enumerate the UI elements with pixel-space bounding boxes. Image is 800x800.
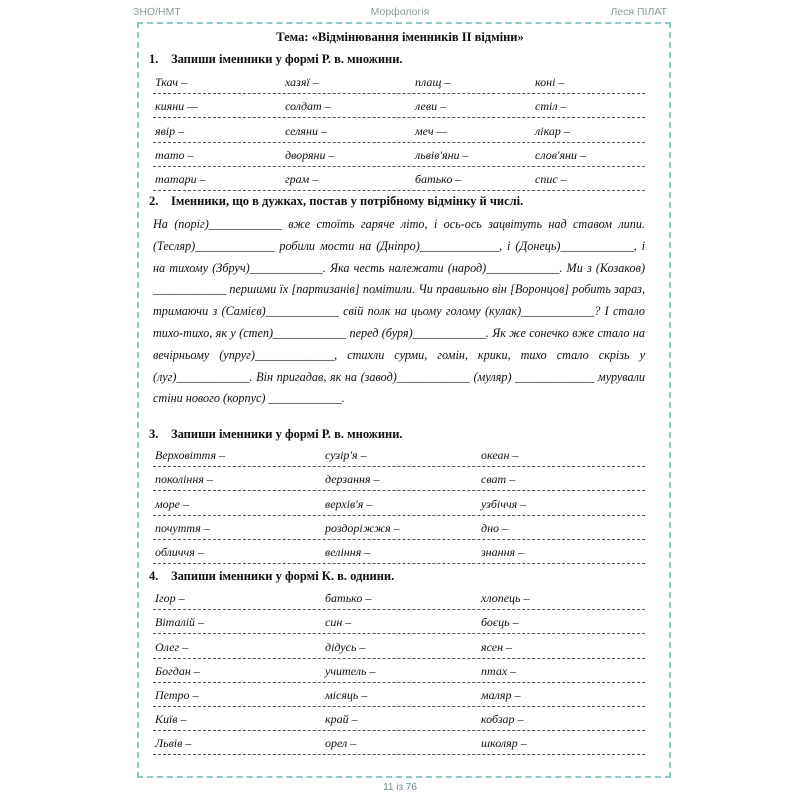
task-2-heading <box>149 194 523 209</box>
noun-prompt: Ткач – <box>155 75 188 90</box>
noun-prompt: леви – <box>415 99 447 114</box>
noun-prompt: тато – <box>155 147 194 162</box>
task-text: Запиши іменники у формі Р. в. множини. <box>171 427 403 441</box>
answer-row <box>153 610 645 634</box>
task-1-heading <box>149 52 403 67</box>
noun-prompt: роздоріжжя – <box>325 520 400 535</box>
noun-prompt: селяни – <box>285 123 327 138</box>
page-number: 11 із 76 <box>383 782 417 793</box>
answer-row <box>153 467 645 491</box>
noun-prompt: кобзар – <box>481 712 524 727</box>
noun-prompt: львів'яни – <box>415 147 469 162</box>
answer-row <box>153 516 645 540</box>
task-2-passage: На (поріг)____________ вже стоїть гаряче літо, і ось-ось зацвітуть над ставом липи. (Тесляр)_____________ робили мости на (Дніпро)_____________, і (Донець)____________, і на тихому (Збруч)____________. Яка честь належати (народ)____________. Ми з (Козаков) ____________ першими їх [партизанів] помітили. Чи правильно він [Воронцов] робить зараз, тримаючи з (Самієв)____________ свій полк на цьому голому (кулак)____________? І стало тихо-тихо, як у (степ)____________ перед (буря)____________. Як же сонечко вже стало на вечірньому (упруг)_____________, стихли сурми, гомін, крики, тихо стало скрізь у (луг)____________. Він пригадав, як на (завод)____________ (муляр) _____________ мурували стіни нового (корпус) ____________. <box>153 217 645 406</box>
noun-prompt: місяць – <box>325 687 368 702</box>
noun-prompt: Верховіття – <box>155 448 226 463</box>
noun-prompt: батько – <box>415 171 462 186</box>
task-number: 2. <box>149 194 159 208</box>
noun-prompt: грам – <box>285 171 319 186</box>
answer-row <box>153 70 645 94</box>
noun-prompt: Олег – <box>155 639 189 654</box>
noun-prompt: Петро – <box>155 687 199 702</box>
answer-row <box>153 683 645 707</box>
task-3-heading <box>149 427 403 442</box>
answer-row <box>153 731 645 755</box>
noun-prompt: маляр – <box>481 687 521 702</box>
answer-row <box>153 659 645 683</box>
noun-prompt: узбіччя – <box>481 496 527 511</box>
noun-prompt: птах – <box>481 663 517 678</box>
answer-row <box>153 443 645 467</box>
header-subject: Морфологія <box>370 6 430 18</box>
task-number: 3. <box>149 427 159 441</box>
noun-prompt: море – <box>155 496 189 511</box>
task-text: Іменники, що в дужках, постав у потрібному відмінку й числі. <box>171 194 524 208</box>
noun-prompt: хазяї – <box>285 75 319 90</box>
task-1-grid <box>153 70 645 191</box>
noun-prompt: дворяни – <box>285 147 335 162</box>
noun-prompt: знання – <box>481 544 525 559</box>
noun-prompt: край – <box>325 712 358 727</box>
noun-prompt: Львів – <box>155 736 192 751</box>
noun-prompt: веління – <box>325 544 371 559</box>
noun-prompt: слов'яни – <box>535 147 587 162</box>
noun-prompt: почуття – <box>155 520 210 535</box>
page-header <box>125 6 675 20</box>
noun-prompt: сузір'я – <box>325 448 367 463</box>
header-author: Леся ПІЛАТ <box>610 6 667 18</box>
noun-prompt: татари – <box>155 171 206 186</box>
noun-prompt: Ігор – <box>155 591 185 606</box>
answer-row <box>153 491 645 515</box>
noun-prompt: Богдан – <box>155 663 200 678</box>
worksheet-page <box>125 0 675 800</box>
page-title: Тема: «Відмінювання іменників ІІ відміни» <box>276 30 524 44</box>
answer-row <box>153 118 645 142</box>
noun-prompt: школяр – <box>481 736 527 751</box>
answer-row <box>153 94 645 118</box>
header-exam: ЗНО/НМТ <box>133 6 181 18</box>
answer-row <box>153 634 645 658</box>
task-4-grid <box>153 586 645 755</box>
noun-prompt: стіл – <box>535 99 567 114</box>
noun-prompt: меч — <box>415 123 448 138</box>
noun-prompt: дідусь – <box>325 639 366 654</box>
noun-prompt: батько – <box>325 591 372 606</box>
noun-prompt: обличчя – <box>155 544 204 559</box>
noun-prompt: верхів'я – <box>325 496 373 511</box>
noun-prompt: Київ – <box>155 712 187 727</box>
noun-prompt: кияни — <box>155 99 198 114</box>
answer-row <box>153 707 645 731</box>
task-text: Запиши іменники у формі К. в. однини. <box>171 569 395 583</box>
noun-prompt: Віталій – <box>155 615 205 630</box>
noun-prompt: учитель – <box>325 663 376 678</box>
task-3-grid <box>153 443 645 564</box>
noun-prompt: дно – <box>481 520 509 535</box>
noun-prompt: дерзання – <box>325 472 380 487</box>
noun-prompt: покоління – <box>155 472 213 487</box>
noun-prompt: солдат – <box>285 99 331 114</box>
answer-row <box>153 586 645 610</box>
answer-row <box>153 143 645 167</box>
noun-prompt: боєць – <box>481 615 519 630</box>
task-number: 4. <box>149 569 159 583</box>
noun-prompt: син – <box>325 615 352 630</box>
answer-row <box>153 540 645 564</box>
noun-prompt: лікар – <box>535 123 570 138</box>
noun-prompt: орел – <box>325 736 357 751</box>
noun-prompt: хлопець – <box>481 591 530 606</box>
noun-prompt: явір – <box>155 123 185 138</box>
noun-prompt: океан – <box>481 448 519 463</box>
noun-prompt: спис – <box>535 171 567 186</box>
noun-prompt: плащ – <box>415 75 451 90</box>
noun-prompt: коні – <box>535 75 565 90</box>
noun-prompt: ясен – <box>481 639 513 654</box>
task-text: Запиши іменники у формі Р. в. множини. <box>171 52 403 66</box>
task-number: 1. <box>149 52 159 66</box>
noun-prompt: сват – <box>481 472 516 487</box>
task-4-heading <box>149 569 394 584</box>
answer-row <box>153 167 645 191</box>
